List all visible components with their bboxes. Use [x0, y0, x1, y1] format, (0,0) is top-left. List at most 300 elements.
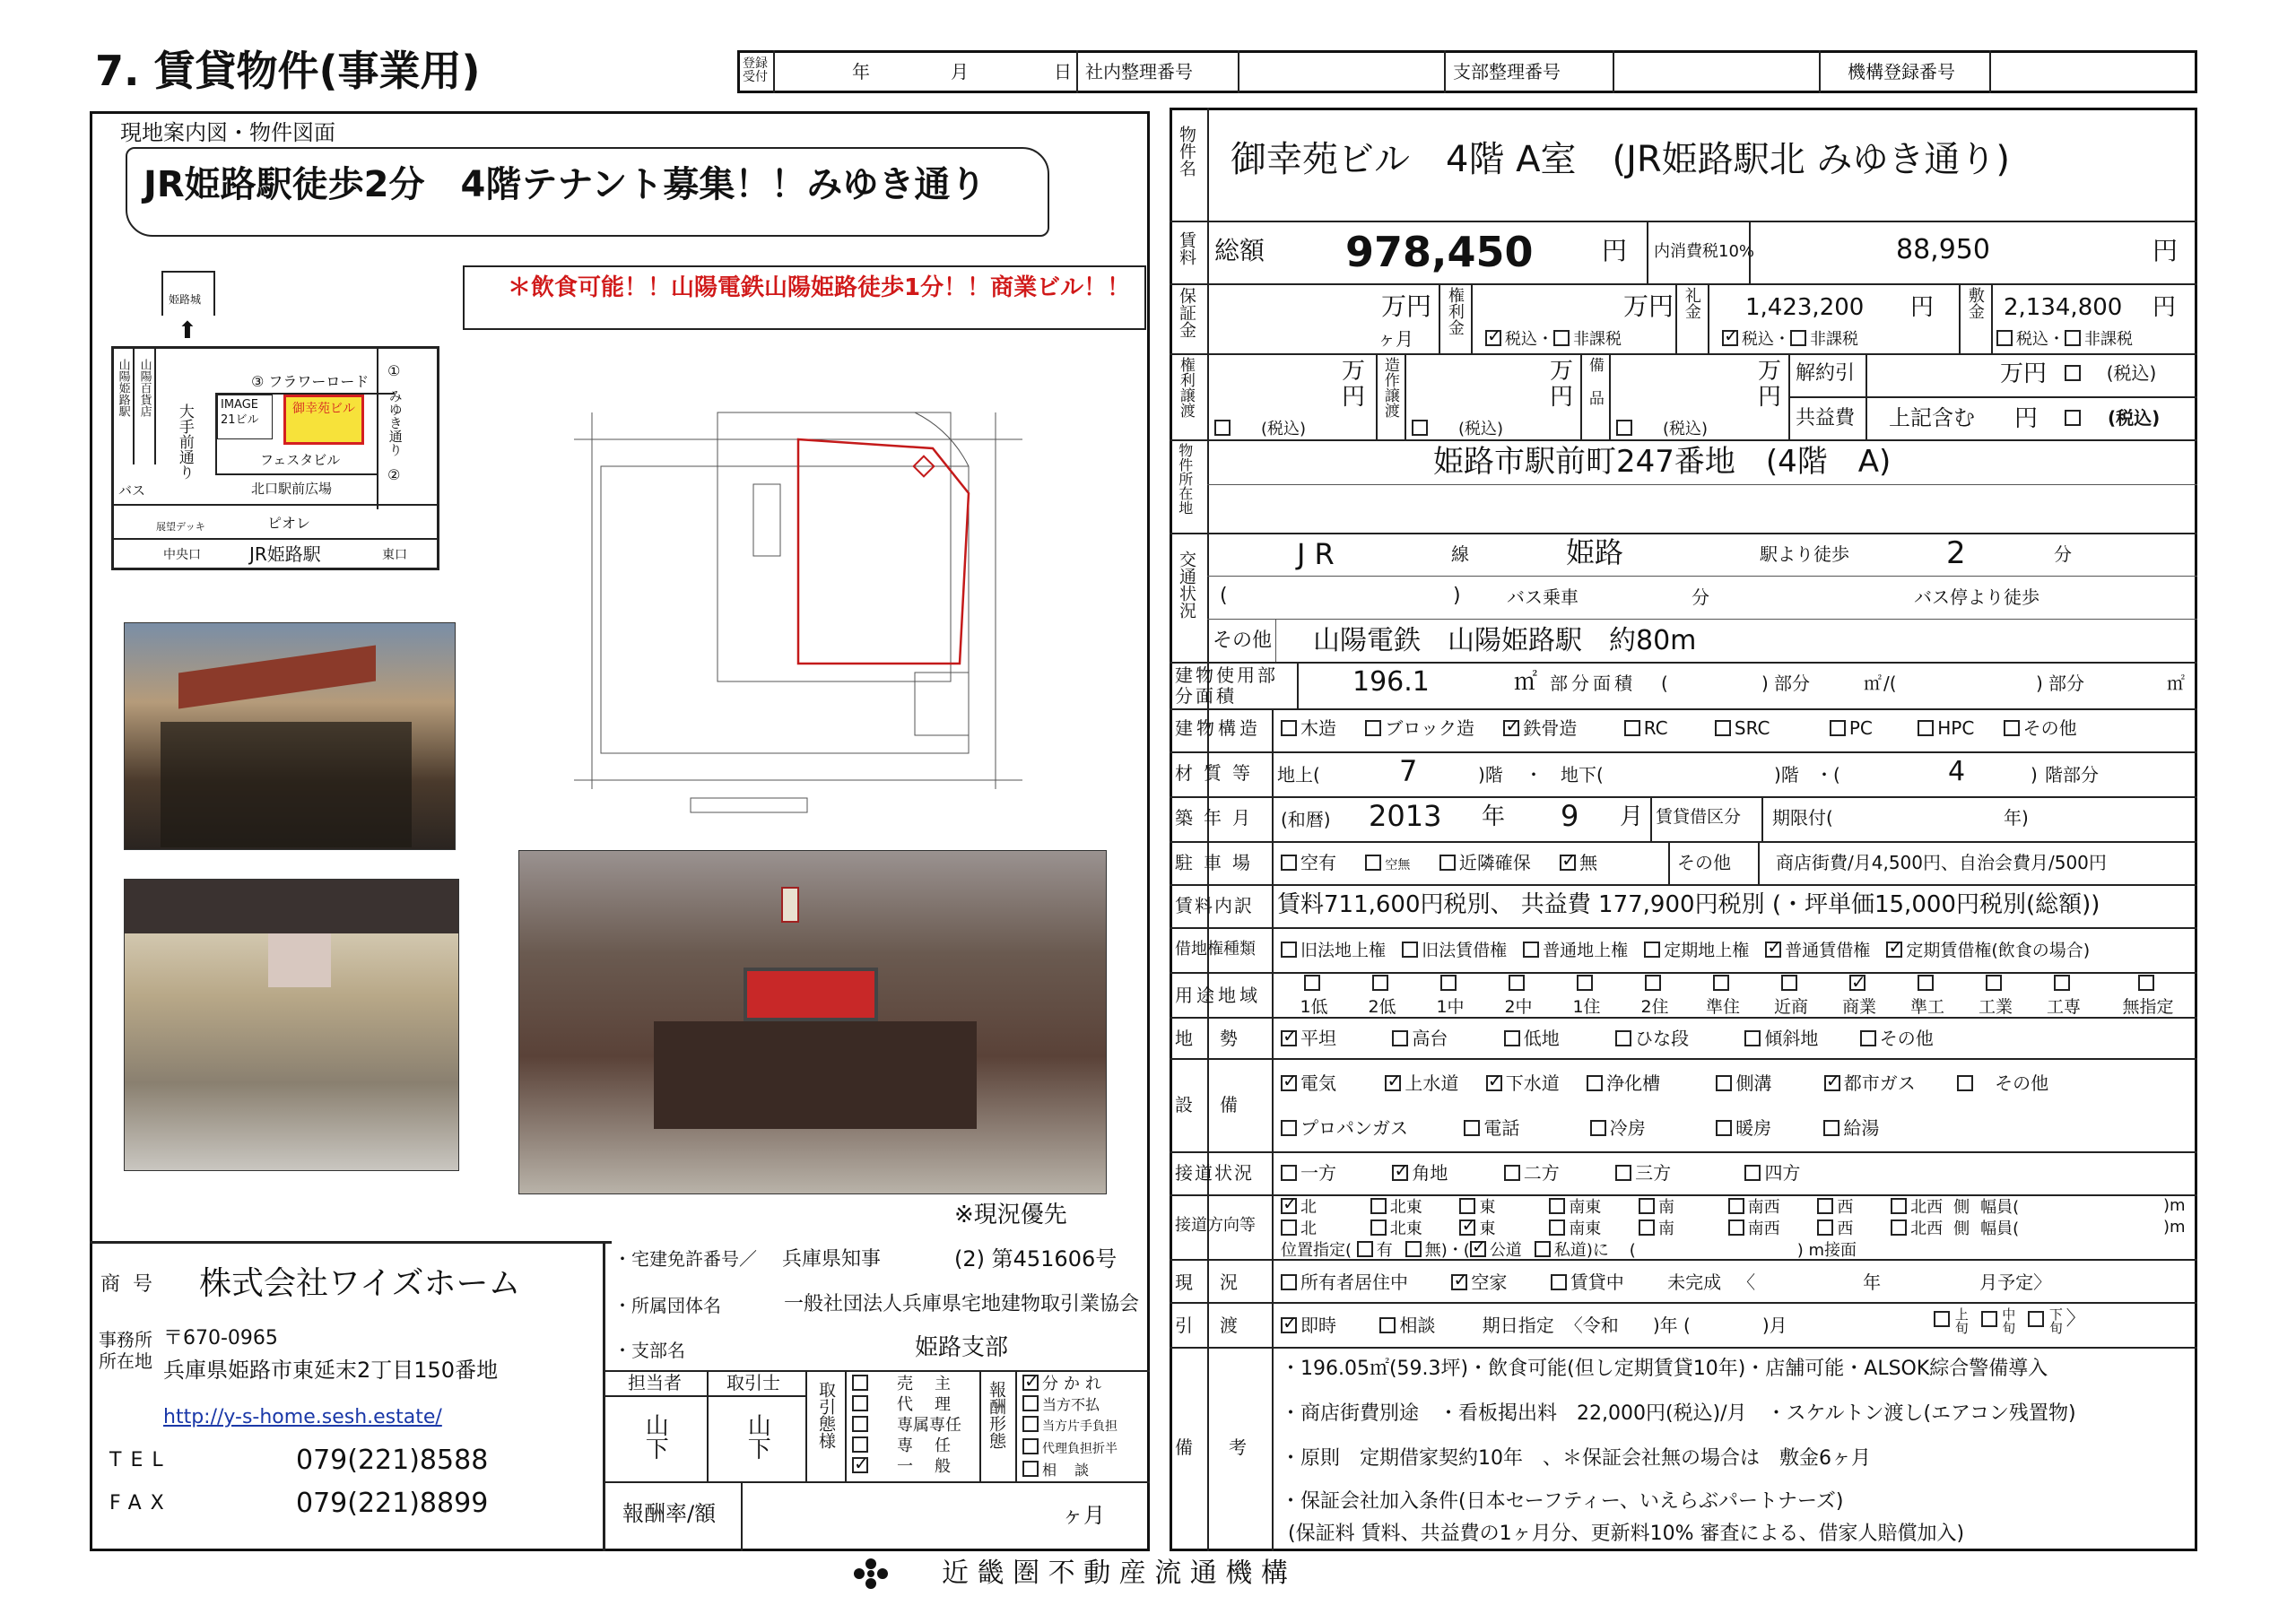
- branch-name: 姫路支部: [915, 1334, 1009, 1361]
- fee-opt: 当方不払: [1042, 1396, 1100, 1413]
- manyen-unit: 万円: [1381, 291, 1432, 321]
- land-right-options: 旧法地上権 旧法賃借権 普通地上権 定期地上権 ✓ 普通賃借権 ✓ 定期賃借権(飲食の場合): [1281, 942, 2090, 959]
- license-label: ・宅建免許番号／: [613, 1248, 757, 1270]
- yen-unit: 円: [1602, 236, 1628, 265]
- equipment-checkbox[interactable]: [1616, 420, 1632, 436]
- bus-paren: ): [1453, 585, 1461, 607]
- dot-sep: ・: [1525, 764, 1543, 785]
- line-suffix: 線: [1451, 543, 1469, 565]
- struct-steel-checkbox[interactable]: [1503, 720, 1519, 736]
- shiki-amount: 2,134,800: [2004, 294, 2123, 321]
- zone-checkbox[interactable]: [1372, 975, 1388, 991]
- use-zone-label: 用途地域: [1175, 985, 1261, 1006]
- map-sanyo-dept: 山陽百貨店: [137, 359, 152, 417]
- struct-block-checkbox[interactable]: [1365, 720, 1381, 736]
- line-name: JR: [1297, 537, 1344, 571]
- fee-months: ヶ月: [1062, 1503, 1105, 1528]
- shiki-label: 敷金: [1965, 287, 1985, 319]
- map-image21: IMAGE 21ビル: [221, 398, 259, 427]
- part-paren: ): [1761, 673, 1769, 694]
- fee-mode-label: 報酬形態: [986, 1381, 1006, 1449]
- floor-unit: )階: [1774, 764, 1799, 785]
- private-road-checkbox[interactable]: [1535, 1241, 1551, 1257]
- common-checkbox[interactable]: [2065, 410, 2081, 426]
- assoc-name: 一般社団法人兵庫県宅地建物取引業協会: [784, 1293, 1140, 1315]
- map-piole: ピオレ: [267, 515, 311, 532]
- dir-n-checkbox[interactable]: [1281, 1198, 1297, 1214]
- fac-hotwater-checkbox[interactable]: [1823, 1120, 1839, 1136]
- map-num-2: ②: [387, 466, 401, 483]
- license-number: (2) 第451606号: [954, 1246, 1118, 1271]
- company-name: 株式会社ワイズホーム: [199, 1265, 521, 1302]
- zone-checkbox[interactable]: [1713, 975, 1729, 991]
- fac-water-checkbox[interactable]: [1385, 1075, 1401, 1091]
- notes-label: 備考: [1175, 1436, 1283, 1458]
- license-pref: 兵庫県知事: [782, 1248, 882, 1271]
- fee-agent-half-checkbox[interactable]: [1022, 1438, 1039, 1454]
- manyen-unit: 万円: [1758, 358, 1782, 411]
- shiki-tax-options: 税込・ 非課税: [1996, 330, 2133, 348]
- dir-e-checkbox[interactable]: [1459, 1198, 1475, 1214]
- branch-no-label: 支部整理番号: [1453, 61, 1561, 82]
- dot-sep: ・(: [1815, 764, 1840, 785]
- shiki-taxfree-checkbox[interactable]: [2065, 330, 2081, 346]
- park-none-checkbox[interactable]: [1560, 855, 1576, 871]
- area-map: [108, 269, 448, 570]
- arcade-photo-2: [124, 879, 459, 1171]
- manyen-unit: 万円: [2000, 360, 2048, 387]
- common-fee: 上記含む: [1889, 405, 1975, 430]
- building-photo-3: [518, 850, 1107, 1194]
- zone-checkbox[interactable]: [1304, 975, 1320, 991]
- terrain-high-checkbox[interactable]: [1392, 1030, 1408, 1046]
- below-label: 地下(: [1561, 764, 1604, 785]
- park-full-checkbox[interactable]: [1365, 855, 1381, 871]
- fee-split-checkbox[interactable]: [1022, 1375, 1039, 1391]
- dir-ne-checkbox[interactable]: [1370, 1198, 1387, 1214]
- sqm-unit: ㎡: [1514, 669, 1538, 696]
- street-photo-1: [124, 622, 456, 850]
- fee-consult-checkbox[interactable]: [1022, 1461, 1039, 1477]
- map-central-exit: 中央口: [163, 548, 201, 562]
- land-right-label: 借地権種類: [1175, 940, 1256, 959]
- zone-commercial-checkbox[interactable]: [1849, 975, 1866, 991]
- month-label: 月: [951, 61, 969, 82]
- map-festa: フェスタビル: [260, 452, 341, 468]
- public-road-checkbox[interactable]: [1470, 1241, 1486, 1257]
- parking-options: 空有 空無 近隣確保 ✓ 無: [1281, 854, 1597, 872]
- office-label: 事務所所在地: [99, 1329, 152, 1372]
- zone-checkbox[interactable]: [1645, 975, 1661, 991]
- fee-opt: 相談: [1042, 1462, 1108, 1479]
- sqm-unit: ㎡: [1864, 673, 1882, 694]
- north-arrow-icon: ⬆: [178, 317, 197, 344]
- trader-head: 取引士: [726, 1372, 780, 1393]
- name-label: 物件名: [1176, 126, 1196, 177]
- zone-checkbox[interactable]: [1509, 975, 1525, 991]
- deal-opt: 代理: [897, 1395, 972, 1414]
- fax-number: 079(221)8899: [296, 1488, 489, 1519]
- fee-opt: 当方片手負担: [1042, 1419, 1118, 1434]
- fee-none-checkbox[interactable]: [1022, 1395, 1039, 1411]
- traffic-label: 交通状況: [1176, 551, 1196, 619]
- part-paren: ): [2036, 673, 2043, 694]
- yen-unit: 円: [2152, 236, 2179, 265]
- land-old-lease-checkbox[interactable]: [1402, 942, 1418, 958]
- deal-general-checkbox[interactable]: [852, 1457, 868, 1473]
- built-year: 2013: [1369, 799, 1442, 833]
- banner-text: JR姫路駅徒歩2分 4階テナント募集！！みゆき通り: [144, 164, 987, 205]
- cancel-checkbox[interactable]: [2065, 365, 2081, 381]
- equipment-taxin: (税込): [1616, 420, 1708, 438]
- part-unit: 部分: [1774, 673, 1810, 694]
- struct-hpc-checkbox[interactable]: [1918, 720, 1934, 736]
- fac-sewer-checkbox[interactable]: [1486, 1075, 1502, 1091]
- opt-label: 税込: [1742, 330, 1774, 349]
- land-normal-surface-checkbox[interactable]: [1523, 942, 1539, 958]
- direction-row-2: 北 北東 ✓ 東 南東 南 南西 西 北西 側 幅員(: [1281, 1219, 2019, 1237]
- current-priority-note: ※現況優先: [954, 1202, 1067, 1228]
- floor-plan-drawing: [574, 359, 1040, 834]
- breakdown-label: 賃料内訳: [1175, 895, 1254, 916]
- struct-pc-checkbox[interactable]: [1830, 720, 1846, 736]
- fax-label: FAX: [109, 1492, 173, 1515]
- built-month: 9: [1561, 799, 1579, 833]
- red-banner-text: ＊飲食可能！！山陽電鉄山陽姫路徒歩1分！！商業ビル！！: [508, 274, 1131, 301]
- floor-unit: )階: [1478, 764, 1503, 785]
- map-east-exit: 東口: [382, 548, 407, 562]
- org-no-label: 機構登録番号: [1848, 61, 1955, 82]
- company-url-link[interactable]: http://y-s-home.sesh.estate/: [163, 1406, 442, 1428]
- bus-ride-label: バス乗車: [1507, 586, 1578, 608]
- postal-code: 〒670-0965: [163, 1327, 278, 1350]
- bus-walk-label: バス停より徒歩: [1914, 586, 2039, 608]
- fee-rate-label: 報酬率/額: [622, 1501, 717, 1526]
- status-label: 現況: [1175, 1271, 1265, 1293]
- land-normal-lease-checkbox[interactable]: [1765, 942, 1781, 958]
- bus-paren: (: [1220, 585, 1228, 607]
- map-sanyo-station: 山陽姫路駅: [116, 359, 130, 417]
- dir2-ne-checkbox[interactable]: [1370, 1219, 1387, 1236]
- opt-label: 非課税: [1573, 330, 1622, 349]
- manyen-unit: 万円: [1550, 358, 1574, 411]
- walk-label: 駅より徒歩: [1760, 543, 1849, 565]
- land-old-surface-checkbox[interactable]: [1281, 942, 1297, 958]
- terrain-low-checkbox[interactable]: [1504, 1030, 1520, 1046]
- zone-checkbox[interactable]: [1440, 975, 1457, 991]
- other-access: 山陽電鉄 山陽姫路駅 約80m: [1313, 625, 1697, 656]
- parking-label: 駐車場: [1175, 852, 1261, 873]
- paren-close: ): [2031, 764, 2038, 785]
- above-label: 地上(: [1277, 764, 1320, 785]
- opt-label: 非課税: [1810, 330, 1858, 349]
- key-money-label: 権利金: [1445, 287, 1465, 335]
- note-line-4: ・保証会社加入条件(日本セーフティー、いえらぶパートナーズ): [1281, 1490, 1844, 1513]
- zone-checkbox[interactable]: [2054, 975, 2070, 991]
- tel-label: TEL: [109, 1449, 172, 1471]
- rei-tax-options: ✓税込・ 非課税: [1722, 330, 1858, 348]
- company-label: 商号: [100, 1273, 166, 1296]
- fixture-taxin: (税込): [1412, 420, 1503, 438]
- part-area-label: 部分面積: [1550, 673, 1636, 694]
- fee-oneside-checkbox[interactable]: [1022, 1416, 1039, 1432]
- terrain-slope-checkbox[interactable]: [1744, 1030, 1761, 1046]
- map-jr-station: JR姫路駅: [249, 543, 321, 565]
- property-name: 御幸苑ビル 4階 A室 (JR姫路駅北 みゆき通り): [1231, 139, 2011, 180]
- land-fixed-surface-checkbox[interactable]: [1644, 942, 1660, 958]
- status-options: 所有者居住中 ✓ 空家 賃貸中 未完成 〈 年 月予定〉: [1281, 1273, 2051, 1291]
- common-fee-label: 共益費: [1796, 407, 1856, 430]
- zone-checkbox[interactable]: [1577, 975, 1593, 991]
- deal-opt: 専属専任: [897, 1416, 961, 1435]
- deal-opt: 専任: [897, 1436, 972, 1455]
- map-flower-road: ③ フラワーロード: [251, 373, 370, 390]
- opt-label: 税込: [1505, 330, 1537, 349]
- minutes-unit: 分: [1692, 586, 1709, 608]
- terrain-flat-checkbox[interactable]: [1281, 1030, 1297, 1046]
- struct-rc-checkbox[interactable]: [1624, 720, 1640, 736]
- terrain-other-checkbox[interactable]: [1860, 1030, 1876, 1046]
- note-line-3: ・原則 定期借家契約10年 、＊保証会社無の場合は 敷金6ヶ月: [1281, 1447, 1871, 1470]
- handover-now-checkbox[interactable]: [1281, 1317, 1297, 1333]
- manyen-unit: 万円: [1623, 291, 1674, 321]
- direction-row-1: ✓北 北東 東 南東 南 南西 西 北西 側 幅員(: [1281, 1198, 2019, 1216]
- page-title: 7. 賃貸物件(事業用): [95, 47, 481, 95]
- deal-seller-checkbox[interactable]: [852, 1375, 868, 1391]
- map-castle: 姫路城: [169, 293, 202, 306]
- dir2-sw-checkbox[interactable]: [1728, 1219, 1744, 1236]
- map-gokoen: 御幸苑ビル: [292, 402, 355, 416]
- lease-term-year: 年): [2004, 807, 2029, 829]
- day-label: 日: [1054, 61, 1072, 82]
- assoc-label: ・所属団体名: [613, 1295, 721, 1316]
- station-name: 姫路: [1566, 535, 1624, 569]
- map-bus: バス: [118, 482, 146, 499]
- pos-yes-checkbox[interactable]: [1357, 1241, 1373, 1257]
- part-paren: /(: [1883, 673, 1897, 694]
- fac-citygas-checkbox[interactable]: [1824, 1075, 1840, 1091]
- struct-src-checkbox[interactable]: [1715, 720, 1731, 736]
- rei-taxfree-checkbox[interactable]: [1790, 330, 1806, 346]
- dir-s-checkbox[interactable]: [1639, 1198, 1655, 1214]
- location-label: 物件所在地: [1176, 443, 1194, 515]
- dir2-se-checkbox[interactable]: [1549, 1219, 1565, 1236]
- structure-options: 木造 ブロック造 ✓ 鉄骨造 RC SRC PC HPC その他: [1281, 719, 2077, 737]
- note-line-2: ・商店街費別途 ・看板掲出料 22,000円(税込)/月 ・スケルトン渡し(エアコン残置物): [1281, 1402, 2076, 1425]
- fac-electric-checkbox[interactable]: [1281, 1075, 1297, 1091]
- map-otemae: 大手前通り: [175, 404, 194, 480]
- kagetsu-unit: ヶ月: [1378, 328, 1413, 350]
- fee-opt: 代理負担折半: [1042, 1442, 1118, 1456]
- fixture-checkbox[interactable]: [1412, 420, 1428, 436]
- note-line-1: ・196.05㎡(59.3坪)・飲食可能(但し定期賃貸10年)・店舗可能・ALSOK綜合警備導入: [1281, 1358, 2048, 1380]
- minutes-unit: 分: [2054, 543, 2072, 565]
- total-label: 総額: [1214, 236, 1265, 265]
- dir-nw-checkbox[interactable]: [1891, 1198, 1907, 1214]
- area-label: 建物使用部分面積: [1175, 664, 1278, 707]
- land-fixed-lease-checkbox[interactable]: [1886, 942, 1902, 958]
- tax-label: 内消費税10%: [1654, 242, 1755, 261]
- property-location: 姫路市駅前町247番地 (4階 A): [1433, 444, 1892, 480]
- shiki-taxin-checkbox[interactable]: [1996, 330, 2013, 346]
- terrain-options: ✓ 平坦 高台 低地 ひな段 傾斜地 その他: [1281, 1029, 1934, 1047]
- year-unit: 年: [1482, 803, 1506, 830]
- lease-type-label: 賃貸借区分: [1656, 807, 1742, 827]
- fee-opt: 分かれ: [1042, 1375, 1107, 1393]
- fac-other-checkbox[interactable]: [1957, 1075, 1973, 1091]
- handover-options: ✓ 即時 相談 期日指定 〈令和 )年 ( )月: [1281, 1316, 1787, 1334]
- map-plaza: 北口駅前広場: [251, 481, 333, 497]
- facility-options-1: ✓電気 ✓ 上水道 ✓ 下水道 浄化槽 側溝 ✓ 都市ガス その他: [1281, 1074, 2048, 1092]
- dir2-n-checkbox[interactable]: [1281, 1219, 1297, 1236]
- park-nearby-checkbox[interactable]: [1439, 855, 1456, 871]
- trader-name: 山下: [744, 1413, 771, 1460]
- width-m-2: )m: [2163, 1218, 2186, 1237]
- handover-half-options: 上旬 中旬 下旬 〉: [1934, 1307, 2086, 1334]
- year-label: 年: [852, 61, 870, 82]
- struct-other-checkbox[interactable]: [2004, 720, 2020, 736]
- internal-no-label: 社内整理番号: [1085, 61, 1193, 82]
- lease-term-label: 期限付(: [1772, 807, 1833, 829]
- deposit-label: 保証金: [1176, 287, 1196, 338]
- facility-options-2: プロパンガス 電話 冷房 暖房 給湯: [1281, 1119, 1879, 1137]
- material-label: 材質等: [1175, 762, 1261, 784]
- staff-name: 山下: [641, 1413, 669, 1460]
- pos-no-checkbox[interactable]: [1405, 1241, 1422, 1257]
- fac-propane-checkbox[interactable]: [1281, 1120, 1297, 1136]
- floor-part-value: 4: [1948, 756, 1966, 787]
- transfer-checkbox[interactable]: [1214, 420, 1231, 436]
- above-floors: 7: [1399, 754, 1418, 788]
- sqm-unit: ㎡: [2167, 673, 2185, 694]
- rei-label: 礼金: [1682, 287, 1701, 319]
- fixture-label: 造作譲渡: [1380, 357, 1399, 418]
- use-zone-options: 1低 2低 1中 2中 1住 2住 準住 近商 ✓ 商業 準工 工業 工専 無指定: [1274, 974, 2197, 1015]
- footer-org: 近 畿 圏 不 動 産 流 通 機 構: [942, 1558, 1288, 1589]
- built-label: 築年月: [1175, 807, 1261, 829]
- fac-phone-checkbox[interactable]: [1464, 1120, 1480, 1136]
- dir2-w-checkbox[interactable]: [1817, 1219, 1833, 1236]
- zone-checkbox[interactable]: [2138, 975, 2154, 991]
- common-tax: (税込): [2065, 409, 2160, 427]
- status-vacant-checkbox[interactable]: [1451, 1274, 1467, 1290]
- yen-unit: 円: [2014, 405, 2039, 432]
- dir2-s-checkbox[interactable]: [1639, 1219, 1655, 1236]
- road-options: 一方 ✓ 角地 二方 三方 四方: [1281, 1164, 1800, 1182]
- transfer-taxin: (税込): [1214, 420, 1306, 438]
- month-unit: 月: [1620, 803, 1644, 830]
- road-corner-checkbox[interactable]: [1392, 1165, 1408, 1181]
- direction-label: 接道方向等: [1175, 1216, 1256, 1235]
- road-three-checkbox[interactable]: [1615, 1165, 1631, 1181]
- fac-cooling-checkbox[interactable]: [1590, 1120, 1606, 1136]
- map-miyuki: みゆき通り: [387, 389, 404, 456]
- status-leased-checkbox[interactable]: [1551, 1274, 1567, 1290]
- fac-heating-checkbox[interactable]: [1716, 1120, 1732, 1136]
- park-avail-checkbox[interactable]: [1281, 855, 1297, 871]
- rei-taxin-checkbox[interactable]: [1722, 330, 1738, 346]
- opt-label: 税込: [2016, 330, 2048, 349]
- park-note: 商店街費/月4,500円、自治会費月/500円: [1776, 852, 2107, 873]
- deal-exclusive-checkbox[interactable]: [852, 1416, 868, 1432]
- terrain-stepped-checkbox[interactable]: [1615, 1030, 1631, 1046]
- struct-wood-checkbox[interactable]: [1281, 720, 1297, 736]
- map-num-1: ①: [387, 362, 401, 379]
- floor-part-label: 階部分: [2045, 764, 2099, 785]
- key-taxfree-checkbox[interactable]: [1553, 330, 1570, 346]
- map-caption: 現地案内図・物件図面: [120, 120, 335, 145]
- total-rent: 978,450: [1345, 228, 1534, 276]
- half-early-checkbox[interactable]: [1934, 1311, 1950, 1327]
- road-label: 接道状況: [1175, 1162, 1254, 1184]
- deal-agent-checkbox[interactable]: [852, 1395, 868, 1411]
- deal-dedicated-checkbox[interactable]: [852, 1436, 868, 1453]
- park-other-label: その他: [1677, 852, 1731, 873]
- note-line-5: (保証料 賃料、共益費の1ヶ月分、更新料10% 審査による、借家人賠償加入): [1288, 1523, 1965, 1545]
- fac-gutter-checkbox[interactable]: [1716, 1075, 1732, 1091]
- road-two-checkbox[interactable]: [1504, 1165, 1520, 1181]
- width-m-1: )m: [2163, 1196, 2186, 1215]
- equipment-label: 備品: [1585, 357, 1604, 423]
- fee-mode-options: [1022, 1374, 1118, 1480]
- handover-consult-checkbox[interactable]: [1379, 1317, 1396, 1333]
- other-access-label: その他: [1213, 629, 1273, 652]
- era-label: (和暦): [1281, 809, 1331, 830]
- yen-unit: 円: [2152, 294, 2177, 321]
- floor-area: 196.1: [1352, 666, 1430, 698]
- key-tax-options: ✓税込・ 非課税: [1485, 330, 1622, 348]
- dir-w-checkbox[interactable]: [1817, 1198, 1833, 1214]
- dir-se-checkbox[interactable]: [1549, 1198, 1565, 1214]
- rent-label: 賃料: [1176, 231, 1196, 265]
- company-address: 兵庫県姫路市東延末2丁目150番地: [163, 1358, 499, 1383]
- rent-breakdown: 賃料711,600円税別、 共益費 177,900円税別 (・坪単価15,000円税別(総額)): [1277, 891, 2100, 918]
- half-late-checkbox[interactable]: [2028, 1311, 2044, 1327]
- dir2-e-checkbox[interactable]: [1459, 1219, 1475, 1236]
- branch-label: ・支部名: [613, 1340, 685, 1361]
- deal-opt: 一般: [897, 1457, 972, 1476]
- dir2-nw-checkbox[interactable]: [1891, 1219, 1907, 1236]
- deal-mode-label: 取引態様: [815, 1381, 836, 1449]
- transfer-label: 権利譲渡: [1176, 357, 1195, 418]
- map-deck: 展望デッキ: [156, 521, 205, 533]
- opt-label: 非課税: [2084, 330, 2133, 349]
- yen-unit: 円: [1910, 294, 1935, 321]
- rei-amount: 1,423,200: [1745, 294, 1865, 321]
- road-four-checkbox[interactable]: [1744, 1165, 1761, 1181]
- key-taxin-checkbox[interactable]: [1485, 330, 1501, 346]
- facility-label: 設備: [1175, 1094, 1265, 1115]
- staff-head: 担当者: [628, 1372, 682, 1393]
- terrain-label: 地勢: [1175, 1028, 1265, 1049]
- part-unit: 部分: [2048, 673, 2084, 694]
- reg-label: 登録受付: [743, 56, 768, 85]
- half-mid-checkbox[interactable]: [1981, 1311, 1997, 1327]
- walk-minutes: 2: [1946, 535, 1966, 571]
- structure-label: 建物構造: [1175, 717, 1261, 739]
- fac-septic-checkbox[interactable]: [1587, 1075, 1603, 1091]
- road-one-checkbox[interactable]: [1281, 1165, 1297, 1181]
- cancel-label: 解約引: [1796, 362, 1856, 385]
- manyen-unit: 万円: [1342, 358, 1366, 411]
- status-owner-checkbox[interactable]: [1281, 1274, 1297, 1290]
- zone-checkbox[interactable]: [1918, 975, 1934, 991]
- zone-checkbox[interactable]: [1781, 975, 1797, 991]
- dir-sw-checkbox[interactable]: [1728, 1198, 1744, 1214]
- handover-label: 引渡: [1175, 1315, 1265, 1336]
- part-paren: (: [1661, 673, 1668, 694]
- zone-checkbox[interactable]: [1986, 975, 2002, 991]
